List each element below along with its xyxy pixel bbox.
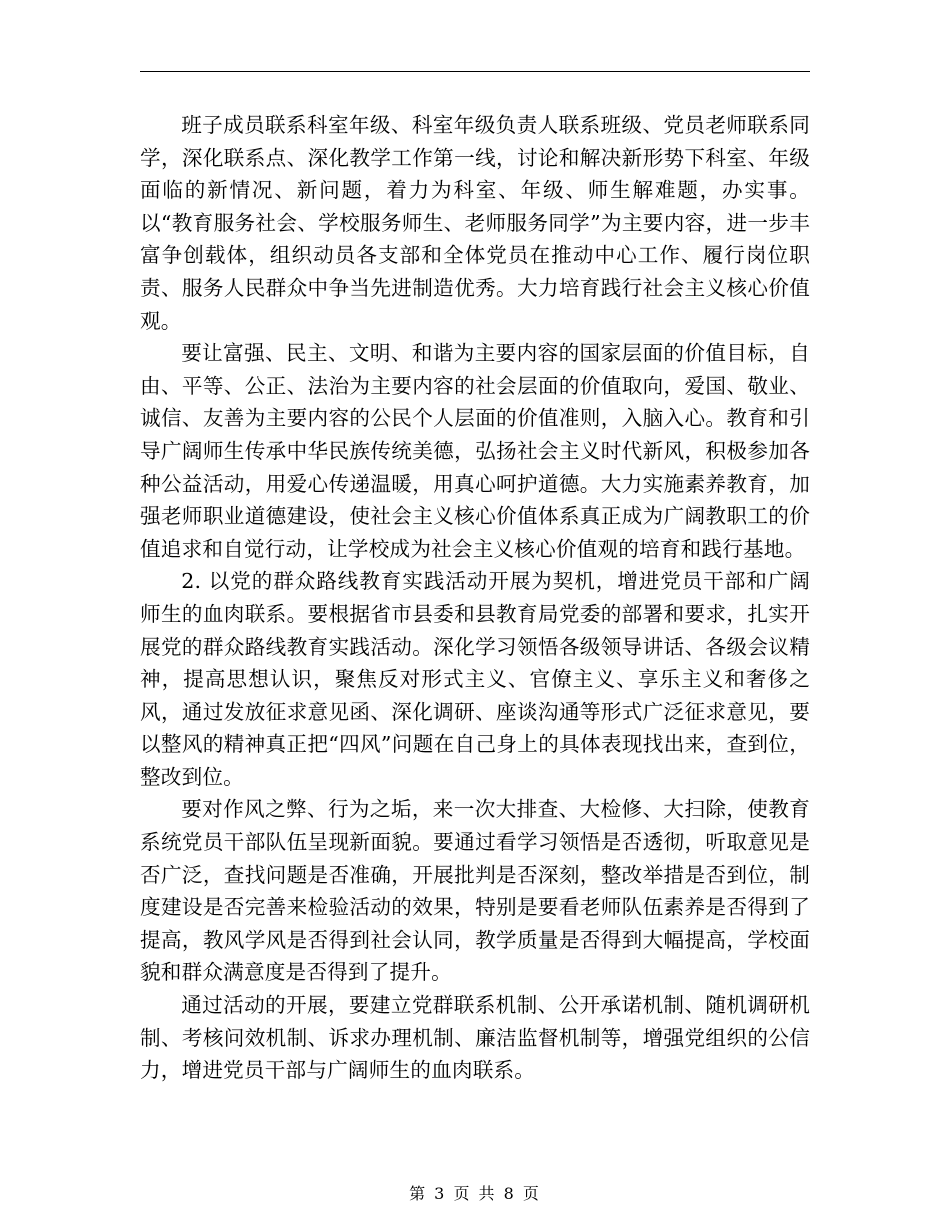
paragraph-2: 要让富强、民主、文明、和谐为主要内容的国家层面的价值目标，自由、平等、公正、法治为主要内容的社会层面的价值取向，爱国、敬业、诚信、友善为主要内容的公民个人层面的价值准则，入脑入心。教育和引导广阔师生传承中华民族传统美德，弘扬社会主义时代新风，积极参加各种公益活动，用爱心传递温暖，用真心呵护道德。大力实施素养教育，加强老师职业道德建设，使社会主义核心价值体系真正成为广阔教职工的价值追求和自觉行动，让学校成为社会主义核心价值观的培育和践行基地。: [140, 341, 810, 561]
paragraph-5: 通过活动的开展，要建立党群联系机制、公开承诺机制、随机调研机制、考核问效机制、诉求办理机制、廉洁监督机制等，增强党组织的公信力，增进党员干部与广阔师生的血肉联系。: [140, 993, 810, 1083]
page-number-footer: 第 3 页 共 8 页: [409, 1184, 541, 1203]
paragraph-3: 2. 以党的群众路线教育实践活动开展为契机，增进党员干部和广阔师生的血肉联系。要根据省市县委和县教育局党委的部署和要求，扎实开展党的群众路线教育实践活动。深化学习领悟各级领导讲话、各级会议精神，提高思想认识，聚焦反对形式主义、官僚主义、享乐主义和奢侈之风，通过发放征求意见函、深化调研、座谈沟通等形式广泛征求意见，要以整风的精神真正把“四风”问题在自己身上的具体表现找出来，查到位，整改到位。: [140, 569, 810, 789]
paragraph-4: 要对作风之弊、行为之垢，来一次大排查、大检修、大扫除，使教育系统党员干部队伍呈现新面貌。要通过看学习领悟是否透彻，听取意见是否广泛，查找问题是否准确，开展批判是否深刻，整改举措是否到位，制度建设是否完善来检验活动的效果，特别是要看老师队伍素养是否得到了提高，教风学风是否得到社会认同，教学质量是否得到大幅提高，学校面貌和群众满意度是否得到了提升。: [140, 797, 810, 985]
paragraph-1: 班子成员联系科室年级、科室年级负责人联系班级、党员老师联系同学，深化联系点、深化教学工作第一线，讨论和解决新形势下科室、年级面临的新情况、新问题，着力为科室、年级、师生解难题，办实事。以“教育服务社会、学校服务师生、老师服务同学”为主要内容，进一步丰富争创载体，组织动员各支部和全体党员在推动中心工作、履行岗位职责、服务人民群众中争当先进制造优秀。大力培育践行社会主义核心价值观。: [140, 113, 810, 333]
header-rule: [140, 71, 810, 72]
body-text: [140, 109, 810, 1087]
